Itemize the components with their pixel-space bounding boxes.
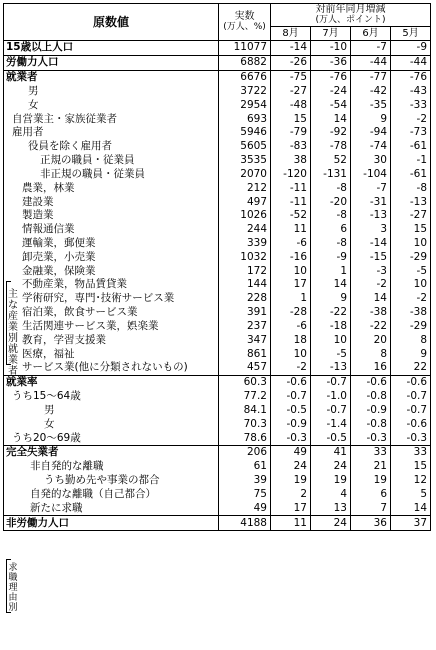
table-row xyxy=(4,320,431,334)
row-value: 244 xyxy=(219,223,271,237)
row-change: 15 xyxy=(391,460,431,474)
row-change: 5 xyxy=(391,488,431,502)
row-change: -131 xyxy=(311,167,351,181)
row-change: -7 xyxy=(351,181,391,195)
row-change: -0.7 xyxy=(391,404,431,418)
row-change: 33 xyxy=(351,446,391,460)
row-value: 61 xyxy=(219,460,271,474)
row-value: 5605 xyxy=(219,140,271,154)
row-label: 正規の職員・従業員 xyxy=(4,154,219,168)
row-change: 7 xyxy=(351,501,391,515)
row-change: 10 xyxy=(271,347,311,361)
row-change: -38 xyxy=(351,306,391,320)
table-row xyxy=(4,112,431,126)
row-change: -0.6 xyxy=(271,375,311,389)
row-value: 237 xyxy=(219,320,271,334)
row-change: -0.9 xyxy=(351,404,391,418)
row-label: 医療，福祉 xyxy=(4,347,219,361)
row-label: 15歳以上人口 xyxy=(4,41,219,56)
row-change: -24 xyxy=(311,84,351,98)
row-change: -29 xyxy=(391,320,431,334)
row-change: -27 xyxy=(391,209,431,223)
row-change: 2 xyxy=(271,488,311,502)
header-month: 6月 xyxy=(351,27,391,41)
row-change: -94 xyxy=(351,126,391,140)
row-change: -36 xyxy=(311,55,351,70)
row-change: -77 xyxy=(351,70,391,84)
table-row xyxy=(4,223,431,237)
row-label: サービス業(他に分類されないもの) xyxy=(4,361,219,375)
table-row xyxy=(4,292,431,306)
row-change: -8 xyxy=(311,209,351,223)
row-change: -0.9 xyxy=(271,417,311,431)
row-label: 非正規の職員・従業員 xyxy=(4,167,219,181)
row-change: 3 xyxy=(351,223,391,237)
table-row xyxy=(4,460,431,474)
row-label: 雇用者 xyxy=(4,126,219,140)
row-change: 19 xyxy=(351,474,391,488)
row-change: 10 xyxy=(391,237,431,251)
row-change: -38 xyxy=(391,306,431,320)
row-change: -2 xyxy=(271,361,311,375)
row-label: 建設業 xyxy=(4,195,219,209)
row-change: 30 xyxy=(351,154,391,168)
row-label: 就業者 xyxy=(4,70,219,84)
row-change: -42 xyxy=(351,84,391,98)
row-change: -0.3 xyxy=(351,431,391,445)
row-change: -52 xyxy=(271,209,311,223)
row-label: 男 xyxy=(4,84,219,98)
row-label: 女 xyxy=(4,417,219,431)
row-change: 21 xyxy=(351,460,391,474)
row-value: 4188 xyxy=(219,516,271,531)
row-change: 9 xyxy=(311,292,351,306)
table-row xyxy=(4,140,431,154)
data-table xyxy=(3,3,431,531)
row-change: -13 xyxy=(351,209,391,223)
row-change: 4 xyxy=(311,488,351,502)
row-label: 完全失業者 xyxy=(4,446,219,460)
row-label: 金融業，保険業 xyxy=(4,264,219,278)
row-change: 24 xyxy=(311,516,351,531)
table-row xyxy=(4,167,431,181)
table-row xyxy=(4,306,431,320)
row-change: -92 xyxy=(311,126,351,140)
row-value: 39 xyxy=(219,474,271,488)
table-row xyxy=(4,501,431,515)
row-change: 14 xyxy=(351,292,391,306)
row-change: -10 xyxy=(311,41,351,56)
row-value: 1032 xyxy=(219,250,271,264)
row-change: -13 xyxy=(311,361,351,375)
row-change: 14 xyxy=(311,112,351,126)
table-body xyxy=(4,41,431,531)
row-change: -11 xyxy=(271,181,311,195)
row-change: -14 xyxy=(271,41,311,56)
header-month: 7月 xyxy=(311,27,351,41)
header-change xyxy=(271,4,431,27)
row-value: 347 xyxy=(219,333,271,347)
row-change: 22 xyxy=(391,361,431,375)
row-label: 不動産業，物品賃貸業 xyxy=(4,278,219,292)
row-change: -44 xyxy=(351,55,391,70)
row-change: 36 xyxy=(351,516,391,531)
row-change: -54 xyxy=(311,98,351,112)
row-change: -28 xyxy=(271,306,311,320)
row-label: 生活関連サービス業，娯楽業 xyxy=(4,320,219,334)
row-change: -61 xyxy=(391,167,431,181)
row-change: -6 xyxy=(271,320,311,334)
table-row xyxy=(4,250,431,264)
row-change: -0.7 xyxy=(391,390,431,404)
row-change: -35 xyxy=(351,98,391,112)
row-change: -79 xyxy=(271,126,311,140)
row-change: -2 xyxy=(391,112,431,126)
row-value: 391 xyxy=(219,306,271,320)
table-row xyxy=(4,195,431,209)
row-label: 教育，学習支援業 xyxy=(4,333,219,347)
row-value: 228 xyxy=(219,292,271,306)
row-change: -31 xyxy=(351,195,391,209)
row-change: 17 xyxy=(271,501,311,515)
row-change: 8 xyxy=(391,333,431,347)
row-change: -7 xyxy=(351,41,391,56)
table-row xyxy=(4,181,431,195)
row-change: -18 xyxy=(311,320,351,334)
table-row xyxy=(4,55,431,70)
row-change: 10 xyxy=(391,278,431,292)
header-value-title: 実数 xyxy=(234,11,255,22)
row-change: 19 xyxy=(271,474,311,488)
row-change: -0.6 xyxy=(391,375,431,389)
row-change: -11 xyxy=(271,195,311,209)
row-change: -8 xyxy=(311,237,351,251)
side-label-reason: 求職理由別 xyxy=(8,563,18,613)
row-change: 38 xyxy=(271,154,311,168)
row-change: -16 xyxy=(271,250,311,264)
row-change: -76 xyxy=(311,70,351,84)
row-change: 17 xyxy=(271,278,311,292)
row-change: -61 xyxy=(391,140,431,154)
row-change: 9 xyxy=(391,347,431,361)
table-row xyxy=(4,417,431,431)
row-change: -15 xyxy=(351,250,391,264)
row-change: -120 xyxy=(271,167,311,181)
table-row xyxy=(4,237,431,251)
header-month: 8月 xyxy=(271,27,311,41)
row-change: 10 xyxy=(311,333,351,347)
row-value: 75 xyxy=(219,488,271,502)
table-row xyxy=(4,84,431,98)
row-label: 宿泊業，飲食サービス業 xyxy=(4,306,219,320)
table-row xyxy=(4,209,431,223)
row-value: 77.2 xyxy=(219,390,271,404)
row-change: -9 xyxy=(311,250,351,264)
row-value: 2954 xyxy=(219,98,271,112)
row-change: 14 xyxy=(311,278,351,292)
row-change: -22 xyxy=(351,320,391,334)
row-change: -20 xyxy=(311,195,351,209)
table-row xyxy=(4,474,431,488)
row-change: 10 xyxy=(271,264,311,278)
table-row xyxy=(4,278,431,292)
row-change: 18 xyxy=(271,333,311,347)
table-row xyxy=(4,98,431,112)
row-change: -13 xyxy=(391,195,431,209)
header-change-unit: (万人、ポイント) xyxy=(315,15,386,25)
row-change: -5 xyxy=(311,347,351,361)
row-change: 16 xyxy=(351,361,391,375)
row-change: 15 xyxy=(271,112,311,126)
row-value: 693 xyxy=(219,112,271,126)
table-row xyxy=(4,390,431,404)
side-label-industry: 主な産業別就業者 xyxy=(8,289,18,377)
row-value: 6882 xyxy=(219,55,271,70)
table-row xyxy=(4,333,431,347)
row-change: -74 xyxy=(351,140,391,154)
row-change: -9 xyxy=(391,41,431,56)
row-label: 運輸業，郵便業 xyxy=(4,237,219,251)
row-label: 就業率 xyxy=(4,375,219,389)
row-change: -5 xyxy=(391,264,431,278)
table-row xyxy=(4,361,431,375)
row-change: -0.5 xyxy=(311,431,351,445)
row-change: 20 xyxy=(351,333,391,347)
row-label: 役員を除く雇用者 xyxy=(4,140,219,154)
row-label: うち15～64歳 xyxy=(4,390,219,404)
table-row xyxy=(4,347,431,361)
employment-statistics-table xyxy=(3,3,430,643)
table-row xyxy=(4,70,431,84)
row-change: -22 xyxy=(311,306,351,320)
row-change: -73 xyxy=(391,126,431,140)
row-change: -29 xyxy=(391,250,431,264)
row-value: 49 xyxy=(219,501,271,515)
row-change: 24 xyxy=(311,460,351,474)
row-label: うち勤め先や事業の都合 xyxy=(4,474,219,488)
header-month: 5月 xyxy=(391,27,431,41)
row-change: 14 xyxy=(391,501,431,515)
row-value: 6676 xyxy=(219,70,271,84)
table-row xyxy=(4,154,431,168)
row-change: 49 xyxy=(271,446,311,460)
row-value: 339 xyxy=(219,237,271,251)
row-change: 37 xyxy=(391,516,431,531)
row-change: -0.5 xyxy=(271,404,311,418)
row-label: うち20～69歳 xyxy=(4,431,219,445)
row-change: -1 xyxy=(391,154,431,168)
row-change: -33 xyxy=(391,98,431,112)
row-change: 1 xyxy=(311,264,351,278)
row-change: 15 xyxy=(391,223,431,237)
row-label: 自営業主・家族従業者 xyxy=(4,112,219,126)
header-change-title: 対前年同月増減 xyxy=(315,4,386,15)
row-value: 84.1 xyxy=(219,404,271,418)
row-value: 1026 xyxy=(219,209,271,223)
row-change: 33 xyxy=(391,446,431,460)
row-change: -8 xyxy=(311,181,351,195)
row-change: -0.7 xyxy=(311,404,351,418)
row-change: -83 xyxy=(271,140,311,154)
row-change: -44 xyxy=(391,55,431,70)
row-change: -0.6 xyxy=(391,417,431,431)
row-value: 206 xyxy=(219,446,271,460)
row-label: 非労働力人口 xyxy=(4,516,219,531)
row-label: 製造業 xyxy=(4,209,219,223)
table-row xyxy=(4,488,431,502)
row-change: -78 xyxy=(311,140,351,154)
row-label: 労働力人口 xyxy=(4,55,219,70)
row-change: -0.7 xyxy=(311,375,351,389)
row-change: -2 xyxy=(391,292,431,306)
row-change: -6 xyxy=(271,237,311,251)
row-change: -76 xyxy=(391,70,431,84)
row-change: -0.3 xyxy=(391,431,431,445)
row-change: 1 xyxy=(271,292,311,306)
row-value: 11077 xyxy=(219,41,271,56)
row-label: 学術研究，専門･技術サービス業 xyxy=(4,292,219,306)
row-label: 女 xyxy=(4,98,219,112)
row-change: -1.0 xyxy=(311,390,351,404)
row-change: -0.7 xyxy=(271,390,311,404)
header-value xyxy=(219,4,271,41)
row-label: 男 xyxy=(4,404,219,418)
table-row xyxy=(4,126,431,140)
row-value: 144 xyxy=(219,278,271,292)
row-change: 9 xyxy=(351,112,391,126)
row-value: 497 xyxy=(219,195,271,209)
row-change: 6 xyxy=(351,488,391,502)
row-change: -0.3 xyxy=(271,431,311,445)
table-row xyxy=(4,41,431,56)
header-value-unit: (万人、%) xyxy=(223,22,266,32)
row-change: 41 xyxy=(311,446,351,460)
row-change: -1.4 xyxy=(311,417,351,431)
row-change: -3 xyxy=(351,264,391,278)
row-change: -0.8 xyxy=(351,390,391,404)
table-row xyxy=(4,516,431,531)
row-value: 5946 xyxy=(219,126,271,140)
table-row xyxy=(4,404,431,418)
row-label: 新たに求職 xyxy=(4,501,219,515)
row-label: 自発的な離職（自己都合） xyxy=(4,488,219,502)
row-change: -27 xyxy=(271,84,311,98)
row-change: -0.6 xyxy=(351,375,391,389)
row-change: 52 xyxy=(311,154,351,168)
row-change: -0.8 xyxy=(351,417,391,431)
row-change: 11 xyxy=(271,223,311,237)
row-change: -2 xyxy=(351,278,391,292)
table-row xyxy=(4,375,431,389)
table-row xyxy=(4,431,431,445)
row-value: 861 xyxy=(219,347,271,361)
header-label: 原数値 xyxy=(4,4,219,41)
row-change: 12 xyxy=(391,474,431,488)
row-label: 情報通信業 xyxy=(4,223,219,237)
row-value: 457 xyxy=(219,361,271,375)
row-change: 11 xyxy=(271,516,311,531)
row-change: 24 xyxy=(271,460,311,474)
row-change: -26 xyxy=(271,55,311,70)
row-value: 60.3 xyxy=(219,375,271,389)
row-value: 2070 xyxy=(219,167,271,181)
row-change: -75 xyxy=(271,70,311,84)
row-value: 3535 xyxy=(219,154,271,168)
row-value: 78.6 xyxy=(219,431,271,445)
row-value: 3722 xyxy=(219,84,271,98)
row-value: 70.3 xyxy=(219,417,271,431)
table-row xyxy=(4,264,431,278)
row-change: -14 xyxy=(351,237,391,251)
row-change: -48 xyxy=(271,98,311,112)
row-value: 212 xyxy=(219,181,271,195)
row-change: -8 xyxy=(391,181,431,195)
row-change: 13 xyxy=(311,501,351,515)
row-value: 172 xyxy=(219,264,271,278)
row-label: 農業，林業 xyxy=(4,181,219,195)
row-change: -104 xyxy=(351,167,391,181)
row-label: 非自発的な離職 xyxy=(4,460,219,474)
row-change: -43 xyxy=(391,84,431,98)
table-row xyxy=(4,446,431,460)
row-change: 6 xyxy=(311,223,351,237)
row-change: 19 xyxy=(311,474,351,488)
row-label: 卸売業，小売業 xyxy=(4,250,219,264)
row-change: 8 xyxy=(351,347,391,361)
